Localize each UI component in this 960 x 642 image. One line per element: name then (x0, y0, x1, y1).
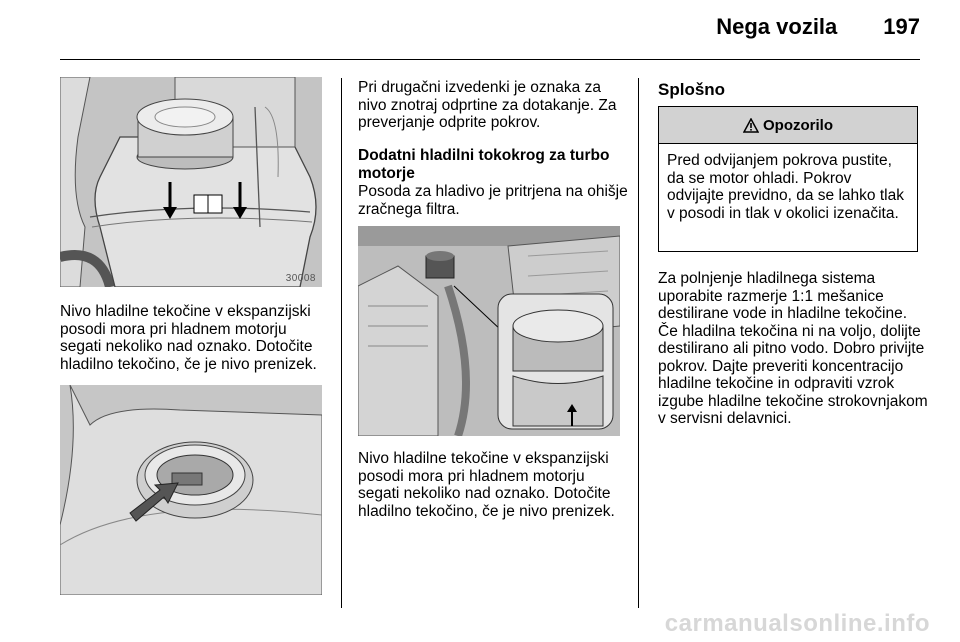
column-divider-2 (638, 78, 639, 608)
filler-neck-figure (60, 385, 322, 595)
filler-neck-illustration (60, 385, 322, 595)
col2-subheading: Dodatni hladilni tokokrog za turbo motorje (358, 147, 610, 182)
warning-title: Opozorilo (763, 116, 833, 134)
warning-box (658, 106, 918, 252)
col2-paragraph-1: Pri drugačni izvedenki je oznaka za nivo znotraj odprtine za dotakanje. Za preverjanje odprite pokrov. (358, 79, 617, 131)
watermark: carmanualsonline.info (664, 610, 930, 637)
figure-code: 30008 (285, 273, 316, 284)
column-divider-1 (341, 78, 342, 608)
warning-header (659, 107, 917, 144)
coolant-tank-illustration (60, 77, 322, 287)
engine-bay-illustration (358, 226, 620, 436)
section-title: Splošno (658, 80, 726, 99)
col1-paragraph: Nivo hladilne tekočine v ekspanzijski posodi mora pri hladnem motorju segati nekoliko nad oznako. Dotočite hladilno tekočino, če je nivo prenizek. (60, 303, 317, 373)
col2-paragraph-2: Posoda za hladivo je pritrjena na ohišje zračnega filtra. (358, 183, 628, 218)
col2-paragraph-3: Nivo hladilne tekočine v ekspanzijski posodi mora pri hladnem motorju segati nekoliko nad oznako. Dotočite hladilno tekočino, če je nivo prenizek. (358, 450, 615, 520)
page-title: Nega vozila (716, 14, 838, 39)
coolant-tank-figure (60, 77, 322, 287)
page-header (716, 14, 920, 40)
page-number: 197 (883, 14, 920, 39)
warning-text: Pred odvijanjem pokrova pustite, da se motor ohladi. Pokrov odvijajte previdno, da se lahko tlak v posodi in tlak v okolici izenačita. (667, 152, 904, 222)
col3-paragraph: Za polnjenje hladilnega sistema uporabite razmerje 1:1 mešanice destilirane vode in hladilne tekočine. Če hladilna tekočina ni na voljo, dolijte destilirano ali pitno vodo. Dobro privijte pokrov. Dajte preveriti koncentracijo hladilne tekočine in odpraviti vzrok izgube hladilne tekočine strokovnjakom v servisni delavnici. (658, 270, 928, 427)
warning-triangle-icon (743, 118, 759, 133)
engine-bay-figure (358, 226, 620, 436)
header-divider (60, 59, 920, 60)
